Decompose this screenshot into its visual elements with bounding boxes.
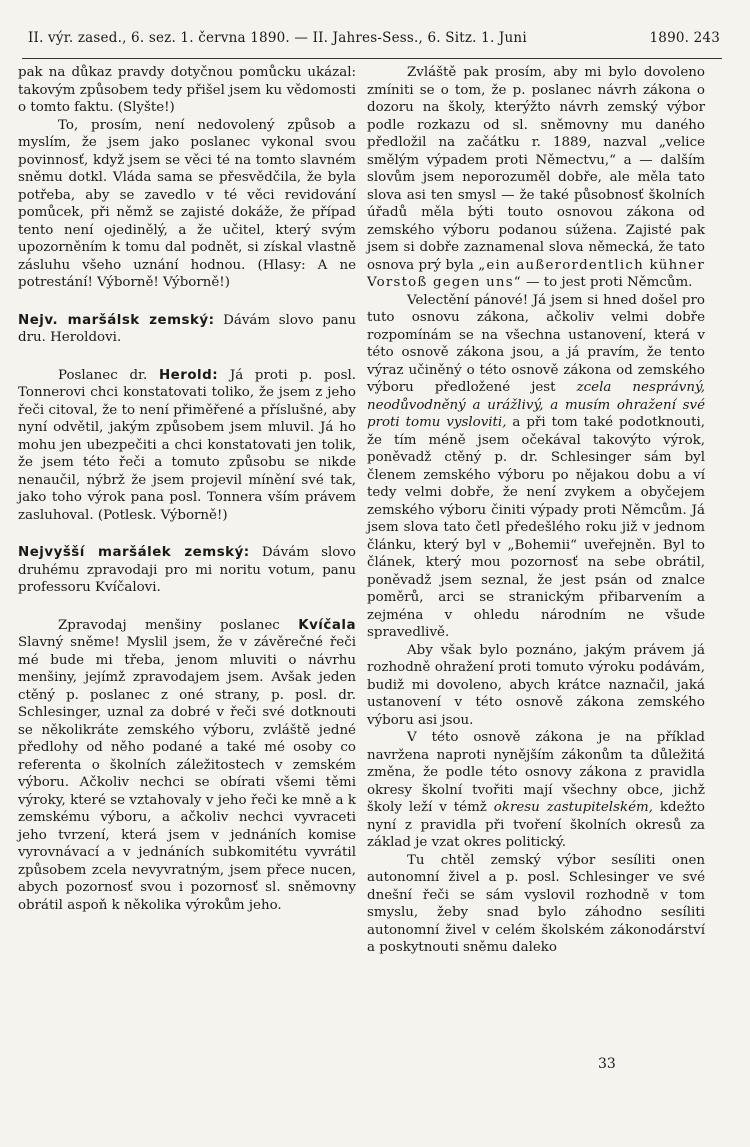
text-run: Velectění pánové! Já jsem si hned došel pro tuto osnovu zákona, ačkoliv velmi dobře rozpomínám se na všechna ustanovení, která v této osnově zákona jsou, a já pravím, že tento výraz učiněný o této osnově zákona od zemského výboru předložené jest — [367, 292, 705, 395]
emphasis-text: zcela nesprávný, neodůvodněný a urážlivý, a musím ohražení své proti tomu vysloviti, — [367, 380, 706, 430]
header-page-number: 1890. 243 — [649, 30, 720, 46]
paragraph — [367, 292, 705, 642]
speaker-prefix: Zpravodaj menšiny poslanec — [58, 617, 280, 633]
header-rule — [22, 58, 722, 59]
running-header — [28, 30, 720, 46]
text-run: — to jest proti Němcům. — [521, 275, 693, 290]
text-run: a při tom také podotknouti, že tím méně jsem očekával takovýto výrok, poněvadž ctěný p. dr. Schlesinger sám byl členem zemského výboru po nějakou dobu a ví tedy velmi dobře, že není zvykem a obyčejem zemského výboru činiti výpady proti Němcům. Já jsem slova tato četl předešlého roku již v jednom článku, který byl v „Bohemii“ uveřejněn. Byl to článek, který mou pozornosť na sebe obrátil, poněvadž jsem seznal, že jest psán od znalce poměrů, arci se stranickým přibarvením a zejména v ohledu národním ne všude spravedlivě. — [367, 415, 706, 640]
right-column — [367, 64, 705, 957]
left-column — [18, 64, 356, 914]
paragraph: Aby však bylo poznáno, jakým právem já rozhodně ohražení proti tomuto výroku podávám, budiž mi dovoleno, abych krátce naznačil, jaká ustanovení v této osnově zákona zemského výboru asi jsou. — [367, 642, 705, 728]
header-left: II. výr. zased., 6. sez. 1. června 1890. — II. Jahres-Sess., 6. Sitz. 1. Juni — [28, 30, 527, 46]
speaker-paragraph — [18, 544, 356, 597]
paragraph — [367, 64, 705, 292]
german-quote: „ein außerordentlich kühner Vorstoß gegen uns“ — [367, 257, 705, 290]
emphasis-text: okresu zastupitelském, — [493, 800, 653, 815]
speaker-paragraph — [18, 367, 356, 525]
speaker-prefix: Poslanec dr. — [58, 367, 148, 383]
text-run: kdežto nyní z pravidla při tvoření školních okresů za základ je vzat okres politický. — [367, 800, 705, 850]
speech-text: Slavný sněme! Myslil jsem, že v závěrečné řeči mé bude mi třeba, jenom mluviti o návrhu menšiny, jejímž zpravodajem jsem. Avšak jeden ctěný p. poslanec z oné strany, p. posl. dr. Schlesinger, uznal za dobré v řeči své dotknouti se několikráte zemského výboru, zvláště jedné předlohy od něho podané a také mé osoby co referenta o školních záležitostech v zemském výboru. Ačkoliv nechci se obírati všemi těmi výroky, které se vztahovaly v jeho řeči ke mně a k zemskému výboru, a ačkoliv nechci vyvraceti jeho tvrzení, která jsem v jednáních komise vyrovnávací a v jednáních subkomitétu vyvrátil způsobem zcela nevyvratným, jsem přece nucen, abych pozornosť svou i pozornosť sl. sněmovny obrátil aspoň k několika výrokům jeho. — [18, 635, 356, 913]
speaker-name: Kvíčala — [298, 617, 356, 633]
speaker-name: Nejv. maršálsk zemský: — [18, 312, 215, 328]
paragraph: Tu chtěl zemský výbor sesíliti onen autonomní živel a p. posl. Schlesinger ve své dnešní řeči se sám vyslovil rozhodně v tom smyslu, žeby snad bylo záhodno sesíliti autonomní živel v celém školském zákonodárství a poskytnouti sněmu daleko — [367, 852, 705, 955]
speaker-name: Nejvyšší maršálek zemský: — [18, 545, 250, 560]
text-run: Zvláště pak prosím, aby mi bylo dovoleno zmíniti se o tom, že p. poslanec návrh zákona o dozoru na školy, kterýžto návrh zemský výbor podle rozkazu od sl. sněmovny mu daného předložil na začátku r. 1889, nazval „velice smělým výpadem proti Němectvu,“ a — dalším slovům jsem neporozuměl dobře, ale měla tato slova asi ten smysl — že také působnosť školních úřadů měla býti touto osnovou zákona od zemského výboru podanou súžena. Zajisté pak jsem si dobře zaznamenal slova německá, že tato osnova prý byla — [367, 65, 705, 273]
paragraph: pak na důkaz pravdy dotyčnou pomůcku ukázal: takovým způsobem tedy přišel jsem ku vědomosti o tomto faktu. (Slyšte!) — [18, 65, 356, 115]
paragraph: To, prosím, není nedovolený způsob a myslím, že jsem jako poslanec vykonal svou povinnosť, když jsem se věci té na tomto slavném sněmu dotkl. Vláda sama se přesvědčila, že byla potřeba, aby se zavedlo v té věci revidování pomůcek, při němž se zajisté dokáže, že případ tento není ojedinělý, a že učitel, který svým upozorněním k tomu dal podnět, si získal vlastně zásluhu všeho uznání hodnou. (Hlasy: A ne potrestání! Výborně! Výborně!) — [18, 117, 356, 290]
text-run: V této osnově zákona je na příklad navržena naproti nynějším zákonům ta důležitá změna, že podle této osnovy zákona z pravidla okresy školní tvořiti mají všechny obce, jichž školy leží v témž — [367, 730, 705, 815]
speech-text: Dávám slovo druhému zpravodaji pro mi noritu votum, panu professoru Kvíčalovi. — [18, 545, 356, 595]
speaker-paragraph — [18, 617, 356, 915]
speech-text: Já proti p. posl. Tonnerovi chci konstatovati toliko, že jsem z jeho řeči citoval, že to není přiměřené a příslušné, aby nyní odvětil, jakým způsobem jsem mluvil. Já ho mohu jen ubezpečiti a chci konstatovati jen tolik, že jsem této řeči a tomuto způsobu se nikde nenaučil, nýbrž že jsem projevil mínění své tak, jako toho výrok pana posl. Tonnera vším právem zasluhoval. (Potlesk. Výborně!) — [18, 367, 356, 523]
speech-text: Dávám slovo panu dru. Heroldovi. — [18, 312, 356, 345]
sheet-number: 33 — [598, 1056, 616, 1072]
speaker-name: Herold: — [158, 367, 219, 383]
speaker-paragraph — [18, 312, 356, 347]
paragraph — [367, 729, 705, 852]
